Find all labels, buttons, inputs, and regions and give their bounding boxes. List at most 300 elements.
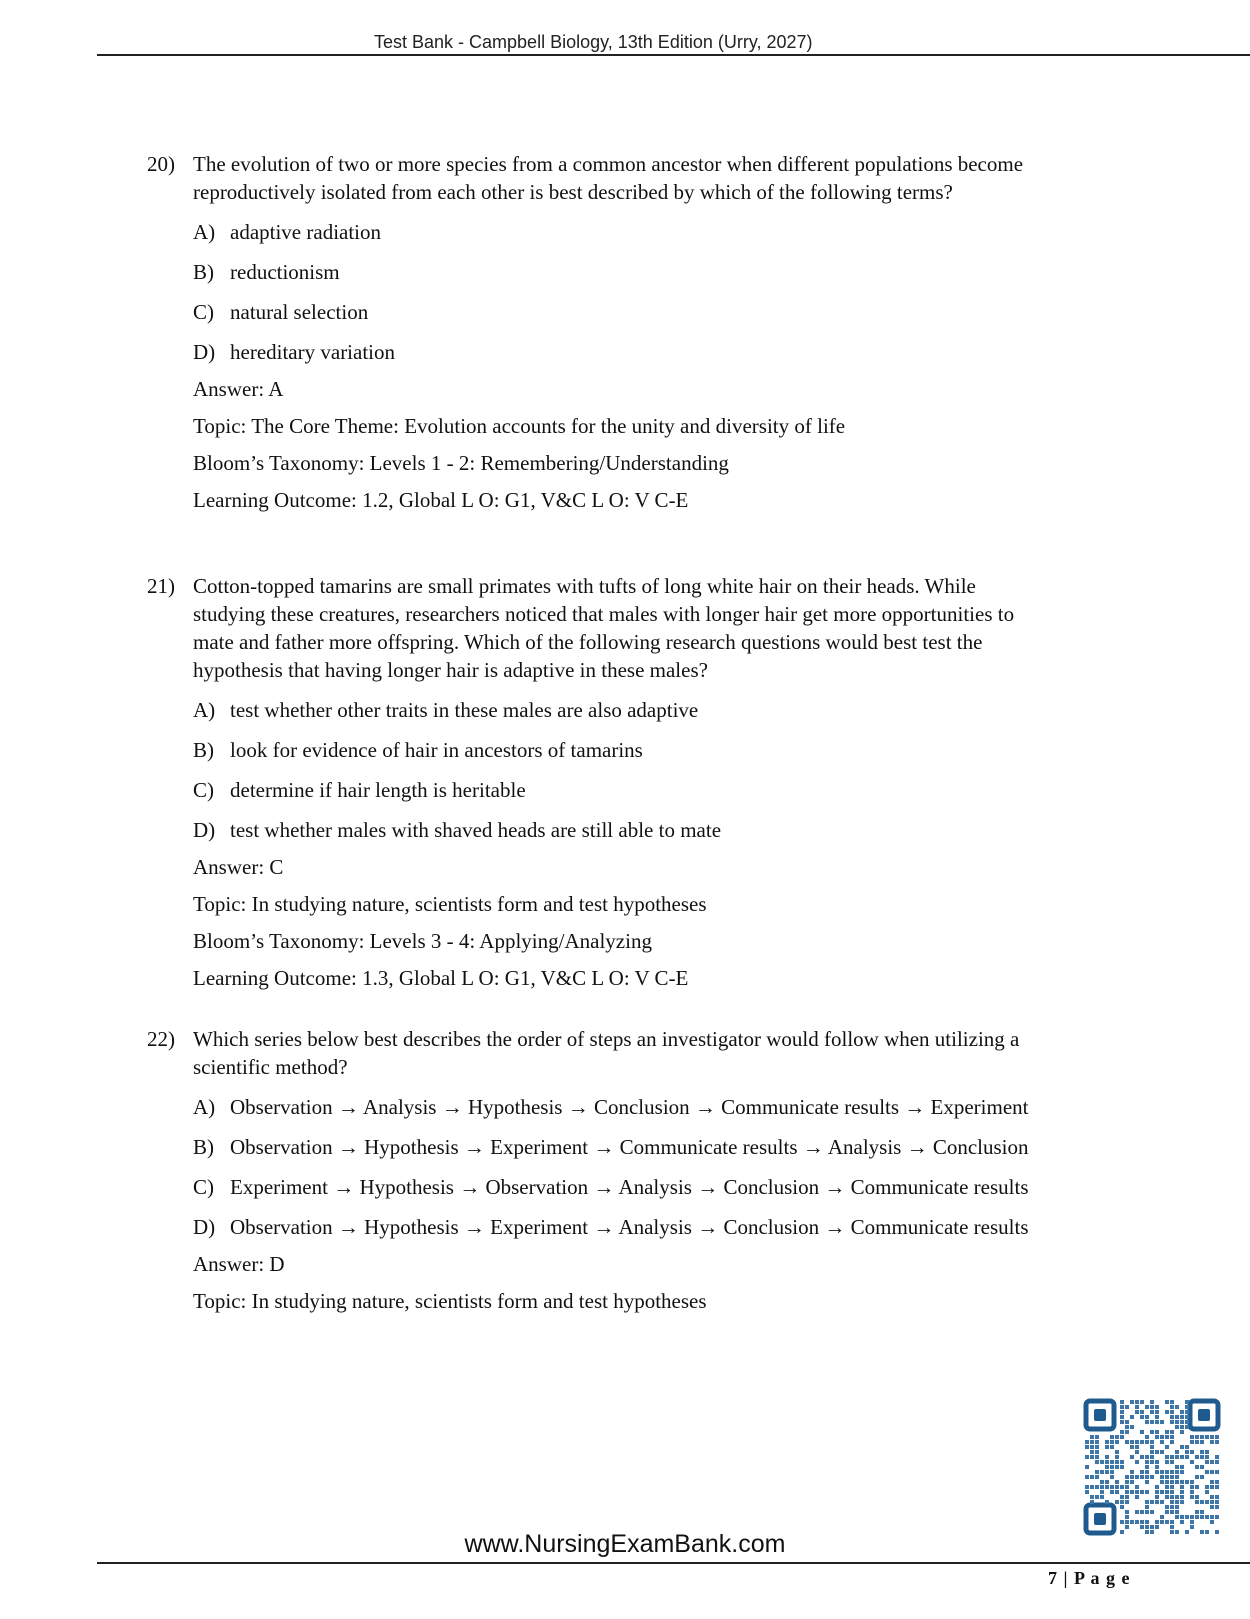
qr-module: [1125, 1520, 1129, 1524]
qr-module: [1195, 1440, 1199, 1444]
qr-module: [1170, 1470, 1174, 1474]
qr-module: [1170, 1440, 1174, 1444]
qr-module: [1110, 1445, 1114, 1449]
qr-module: [1125, 1420, 1129, 1424]
qr-module: [1190, 1515, 1194, 1519]
qr-module: [1125, 1430, 1129, 1434]
qr-module: [1185, 1480, 1189, 1484]
qr-module: [1180, 1455, 1184, 1459]
qr-module: [1130, 1415, 1134, 1419]
qr-module: [1110, 1485, 1114, 1489]
qr-module: [1165, 1495, 1169, 1499]
page-number: 7 | P a g e: [1048, 1568, 1131, 1588]
qr-module: [1175, 1470, 1179, 1474]
qr-module: [1135, 1520, 1139, 1524]
qr-module: [1175, 1505, 1179, 1509]
qr-module: [1165, 1510, 1169, 1514]
qr-module: [1105, 1440, 1109, 1444]
option-c: C) Experiment → Hypothesis → Observation → Analysis → Conclusion → Communicate results: [193, 1175, 1029, 1199]
qr-module: [1180, 1445, 1184, 1449]
qr-module: [1085, 1445, 1089, 1449]
qr-module: [1210, 1500, 1214, 1504]
qr-module: [1205, 1435, 1209, 1439]
qr-module: [1215, 1505, 1219, 1509]
qr-module: [1135, 1490, 1139, 1494]
qr-module: [1170, 1435, 1174, 1439]
qr-module: [1185, 1410, 1189, 1414]
qr-module: [1155, 1520, 1159, 1524]
question-text: Which series below best describes the order of steps an investigator would follow when utilizing a scientific method?: [193, 1027, 1020, 1079]
qr-module: [1200, 1440, 1204, 1444]
qr-module: [1170, 1480, 1174, 1484]
qr-module: [1195, 1435, 1199, 1439]
qr-module: [1185, 1515, 1189, 1519]
qr-module: [1180, 1465, 1184, 1469]
qr-module: [1215, 1485, 1219, 1489]
qr-module: [1155, 1415, 1159, 1419]
qr-module: [1095, 1440, 1099, 1444]
qr-module: [1085, 1490, 1089, 1494]
qr-module: [1155, 1490, 1159, 1494]
qr-module: [1180, 1490, 1184, 1494]
question-meta: [193, 853, 1047, 992]
qr-module: [1155, 1410, 1159, 1414]
qr-module: [1170, 1505, 1174, 1509]
qr-module: [1115, 1465, 1119, 1469]
qr-module: [1215, 1515, 1219, 1519]
qr-module: [1145, 1420, 1149, 1424]
qr-module: [1165, 1505, 1169, 1509]
qr-code-icon: [1083, 1398, 1221, 1536]
qr-module: [1100, 1470, 1104, 1474]
qr-module: [1190, 1485, 1194, 1489]
qr-module: [1105, 1480, 1109, 1484]
qr-module: [1125, 1490, 1129, 1494]
qr-module: [1125, 1525, 1129, 1529]
qr-module: [1210, 1515, 1214, 1519]
qr-module: [1200, 1515, 1204, 1519]
qr-module: [1155, 1450, 1159, 1454]
qr-module: [1195, 1465, 1199, 1469]
qr-module: [1100, 1490, 1104, 1494]
qr-module: [1170, 1500, 1174, 1504]
answer-options: [193, 218, 1047, 366]
qr-module: [1120, 1465, 1124, 1469]
qr-module: [1155, 1460, 1159, 1464]
qr-module: [1145, 1475, 1149, 1479]
qr-module: [1140, 1430, 1144, 1434]
qr-module: [1095, 1475, 1099, 1479]
qr-module: [1165, 1520, 1169, 1524]
qr-module: [1090, 1450, 1094, 1454]
qr-module: [1155, 1420, 1159, 1424]
qr-module: [1180, 1410, 1184, 1414]
qr-module: [1175, 1475, 1179, 1479]
qr-module: [1150, 1460, 1154, 1464]
qr-module: [1145, 1460, 1149, 1464]
qr-module: [1090, 1455, 1094, 1459]
qr-module: [1095, 1485, 1099, 1489]
page-header-title: Test Bank - Campbell Biology, 13th Edition (Urry, 2027): [374, 32, 813, 52]
qr-module: [1165, 1430, 1169, 1434]
qr-module: [1195, 1510, 1199, 1514]
qr-module: [1190, 1480, 1194, 1484]
qr-module: [1125, 1495, 1129, 1499]
question-20: [147, 150, 1047, 514]
qr-module: [1210, 1460, 1214, 1464]
question-meta: [193, 375, 1047, 514]
footer-website: www.NursingExamBank.com: [464, 1530, 786, 1558]
qr-module: [1180, 1415, 1184, 1419]
question-text: Cotton-topped tamarins are small primates with tufts of long white hair on their heads. While studying these creatures, researchers noticed that males with longer hair get more opportunities to mate and father more offspring. Which of the following research questions would best test the hypothesis that having longer hair is adaptive in these males?: [193, 574, 1015, 682]
qr-module: [1195, 1455, 1199, 1459]
qr-module: [1180, 1480, 1184, 1484]
qr-module: [1170, 1420, 1174, 1424]
qr-module: [1160, 1490, 1164, 1494]
qr-module: [1095, 1455, 1099, 1459]
qr-module: [1120, 1495, 1124, 1499]
qr-module: [1145, 1480, 1149, 1484]
qr-module: [1165, 1460, 1169, 1464]
qr-module: [1150, 1525, 1154, 1529]
qr-module: [1190, 1435, 1194, 1439]
qr-module: [1175, 1420, 1179, 1424]
qr-module: [1090, 1435, 1094, 1439]
qr-module: [1210, 1520, 1214, 1524]
qr-module: [1185, 1455, 1189, 1459]
answer-line: Answer: A: [193, 377, 284, 401]
qr-module: [1170, 1495, 1174, 1499]
qr-module: [1090, 1475, 1094, 1479]
qr-module: [1145, 1520, 1149, 1524]
qr-module: [1215, 1455, 1219, 1459]
qr-module: [1195, 1515, 1199, 1519]
qr-module: [1180, 1430, 1184, 1434]
qr-module: [1200, 1510, 1204, 1514]
qr-module: [1195, 1495, 1199, 1499]
qr-module: [1165, 1470, 1169, 1474]
qr-module: [1155, 1525, 1159, 1529]
qr-module: [1150, 1410, 1154, 1414]
qr-module: [1150, 1450, 1154, 1454]
qr-module: [1110, 1460, 1114, 1464]
qr-module: [1135, 1450, 1139, 1454]
qr-module: [1175, 1500, 1179, 1504]
qr-module: [1090, 1500, 1094, 1504]
qr-module: [1175, 1405, 1179, 1409]
question-number: 22): [147, 1027, 175, 1051]
qr-module: [1095, 1470, 1099, 1474]
qr-module: [1105, 1445, 1109, 1449]
qr-module: [1155, 1500, 1159, 1504]
qr-module: [1170, 1400, 1174, 1404]
qr-module: [1100, 1495, 1104, 1499]
qr-module: [1115, 1490, 1119, 1494]
qr-module: [1215, 1495, 1219, 1499]
qr-module: [1175, 1450, 1179, 1454]
qr-module: [1145, 1440, 1149, 1444]
qr-module: [1145, 1505, 1149, 1509]
qr-module: [1170, 1410, 1174, 1414]
qr-module: [1185, 1420, 1189, 1424]
qr-module: [1110, 1435, 1114, 1439]
question-number: 21): [147, 574, 175, 598]
qr-module: [1110, 1470, 1114, 1474]
qr-module: [1125, 1475, 1129, 1479]
qr-module: [1185, 1415, 1189, 1419]
qr-module: [1170, 1525, 1174, 1529]
qr-module: [1165, 1455, 1169, 1459]
qr-module: [1130, 1520, 1134, 1524]
option-a: A) adaptive radiation: [193, 220, 382, 244]
qr-module: [1125, 1515, 1129, 1519]
qr-module: [1130, 1455, 1134, 1459]
qr-module: [1150, 1475, 1154, 1479]
qr-module: [1150, 1445, 1154, 1449]
qr-module: [1120, 1430, 1124, 1434]
qr-module: [1210, 1495, 1214, 1499]
footer-divider: [97, 1562, 1250, 1564]
qr-module: [1150, 1420, 1154, 1424]
qr-module: [1170, 1460, 1174, 1464]
qr-module: [1105, 1465, 1109, 1469]
qr-module: [1200, 1465, 1204, 1469]
qr-module: [1205, 1450, 1209, 1454]
qr-module: [1115, 1450, 1119, 1454]
qr-module: [1120, 1520, 1124, 1524]
qr-module: [1170, 1490, 1174, 1494]
option-b: B) Observation → Hypothesis → Experiment → Communicate results → Analysis → Conclusion: [193, 1135, 1029, 1159]
qr-module: [1180, 1500, 1184, 1504]
qr-module: [1125, 1500, 1129, 1504]
question-22: [147, 1025, 1047, 1315]
qr-module: [1140, 1415, 1144, 1419]
qr-module: [1160, 1520, 1164, 1524]
qr-module: [1205, 1515, 1209, 1519]
qr-module: [1130, 1440, 1134, 1444]
qr-module: [1190, 1440, 1194, 1444]
qr-module: [1140, 1520, 1144, 1524]
qr-module: [1175, 1510, 1179, 1514]
qr-module: [1175, 1455, 1179, 1459]
qr-module: [1135, 1495, 1139, 1499]
qr-module: [1160, 1500, 1164, 1504]
qr-module: [1185, 1450, 1189, 1454]
qr-module: [1200, 1435, 1204, 1439]
qr-module: [1145, 1405, 1149, 1409]
blooms-line: Bloom’s Taxonomy: Levels 1 - 2: Remembering/Understanding: [193, 451, 729, 475]
qr-module: [1100, 1460, 1104, 1464]
qr-module: [1180, 1520, 1184, 1524]
qr-module: [1170, 1430, 1174, 1434]
qr-module: [1090, 1440, 1094, 1444]
qr-module: [1165, 1445, 1169, 1449]
qr-module: [1145, 1465, 1149, 1469]
qr-module: [1150, 1405, 1154, 1409]
qr-module: [1120, 1485, 1124, 1489]
qr-module: [1145, 1490, 1149, 1494]
qr-module: [1085, 1475, 1089, 1479]
qr-module: [1130, 1445, 1134, 1449]
qr-module: [1175, 1425, 1179, 1429]
qr-module: [1120, 1505, 1124, 1509]
qr-module: [1190, 1450, 1194, 1454]
qr-module: [1215, 1440, 1219, 1444]
qr-module: [1210, 1435, 1214, 1439]
qr-module: [1085, 1455, 1089, 1459]
qr-module: [1195, 1500, 1199, 1504]
qr-module: [1150, 1430, 1154, 1434]
qr-module: [1210, 1505, 1214, 1509]
qr-module: [1110, 1490, 1114, 1494]
qr-module: [1130, 1480, 1134, 1484]
qr-module: [1130, 1425, 1134, 1429]
qr-module: [1155, 1495, 1159, 1499]
qr-module: [1135, 1405, 1139, 1409]
qr-module: [1180, 1515, 1184, 1519]
qr-module: [1085, 1485, 1089, 1489]
qr-module: [1210, 1440, 1214, 1444]
qr-module: [1185, 1445, 1189, 1449]
qr-module: [1090, 1495, 1094, 1499]
qr-module: [1095, 1445, 1099, 1449]
qr-module: [1165, 1410, 1169, 1414]
qr-module: [1185, 1405, 1189, 1409]
qr-module: [1190, 1520, 1194, 1524]
qr-module: [1175, 1495, 1179, 1499]
question-21: [147, 572, 1047, 992]
qr-module: [1165, 1435, 1169, 1439]
qr-module: [1105, 1455, 1109, 1459]
qr-module: [1200, 1450, 1204, 1454]
qr-module: [1215, 1500, 1219, 1504]
qr-module: [1170, 1415, 1174, 1419]
qr-module: [1205, 1485, 1209, 1489]
qr-module: [1205, 1455, 1209, 1459]
qr-module: [1100, 1485, 1104, 1489]
qr-module: [1120, 1435, 1124, 1439]
topic-line: Topic: In studying nature, scientists form and test hypotheses: [193, 892, 707, 916]
qr-module: [1190, 1490, 1194, 1494]
qr-module: [1145, 1525, 1149, 1529]
qr-module: [1095, 1460, 1099, 1464]
qr-module: [1160, 1470, 1164, 1474]
qr-module: [1190, 1525, 1194, 1529]
qr-module: [1175, 1480, 1179, 1484]
qr-module: [1195, 1485, 1199, 1489]
qr-module: [1095, 1435, 1099, 1439]
qr-module: [1120, 1410, 1124, 1414]
qr-module: [1140, 1475, 1144, 1479]
answer-line: Answer: C: [193, 855, 284, 879]
qr-module: [1200, 1475, 1204, 1479]
qr-module: [1105, 1500, 1109, 1504]
qr-module: [1180, 1420, 1184, 1424]
qr-module: [1140, 1455, 1144, 1459]
qr-module: [1115, 1435, 1119, 1439]
blooms-line: Bloom’s Taxonomy: Levels 3 - 4: Applying/Analyzing: [193, 929, 652, 953]
qr-module: [1120, 1400, 1124, 1404]
qr-module: [1175, 1465, 1179, 1469]
qr-module: [1095, 1495, 1099, 1499]
qr-module: [1150, 1400, 1154, 1404]
option-b: B) look for evidence of hair in ancestors of tamarins: [193, 738, 643, 762]
qr-module: [1105, 1460, 1109, 1464]
qr-module: [1200, 1455, 1204, 1459]
qr-module: [1090, 1485, 1094, 1489]
qr-module: [1145, 1510, 1149, 1514]
qr-module: [1155, 1435, 1159, 1439]
qr-module: [1115, 1440, 1119, 1444]
answer-line: Answer: D: [193, 1252, 285, 1276]
qr-module: [1215, 1480, 1219, 1484]
option-d: D) Observation → Hypothesis → Experiment → Analysis → Conclusion → Communicate results: [193, 1215, 1029, 1239]
qr-module: [1110, 1440, 1114, 1444]
option-b: B) reductionism: [193, 260, 340, 284]
qr-module: [1140, 1490, 1144, 1494]
qr-module: [1145, 1435, 1149, 1439]
qr-module: [1175, 1415, 1179, 1419]
qr-module: [1165, 1400, 1169, 1404]
qr-module: [1155, 1405, 1159, 1409]
option-c: C) determine if hair length is heritable: [193, 778, 526, 802]
qr-module: [1170, 1520, 1174, 1524]
qr-module: [1180, 1495, 1184, 1499]
qr-module: [1185, 1400, 1189, 1404]
qr-module: [1150, 1440, 1154, 1444]
qr-module: [1180, 1470, 1184, 1474]
qr-module: [1125, 1425, 1129, 1429]
qr-module: [1210, 1480, 1214, 1484]
qr-module: [1120, 1415, 1124, 1419]
qr-module: [1160, 1440, 1164, 1444]
answer-options: [193, 696, 1047, 844]
qr-module: [1115, 1455, 1119, 1459]
topic-line: Topic: In studying nature, scientists form and test hypotheses: [193, 1289, 707, 1313]
qr-module: [1200, 1500, 1204, 1504]
question-number: 20): [147, 152, 175, 176]
qr-module: [1160, 1480, 1164, 1484]
qr-module: [1160, 1475, 1164, 1479]
qr-module: [1115, 1485, 1119, 1489]
qr-module: [1155, 1485, 1159, 1489]
qr-module: [1185, 1425, 1189, 1429]
qr-module: [1130, 1475, 1134, 1479]
question-text: The evolution of two or more species from a common ancestor when different populations become reproductively isolated from each other is best described by which of the following terms?: [193, 152, 1024, 204]
qr-module: [1130, 1490, 1134, 1494]
qr-module: [1215, 1470, 1219, 1474]
qr-module: [1205, 1460, 1209, 1464]
qr-module: [1170, 1455, 1174, 1459]
qr-module: [1135, 1445, 1139, 1449]
qr-module: [1105, 1470, 1109, 1474]
qr-module: [1140, 1400, 1144, 1404]
qr-module: [1180, 1485, 1184, 1489]
qr-module: [1160, 1515, 1164, 1519]
qr-module: [1160, 1435, 1164, 1439]
qr-module: [1125, 1485, 1129, 1489]
qr-module: [1155, 1470, 1159, 1474]
outcome-line: Learning Outcome: 1.3, Global L O: G1, V&C L O: V C-E: [193, 966, 689, 990]
qr-module: [1165, 1485, 1169, 1489]
qr-module: [1215, 1460, 1219, 1464]
qr-module: [1190, 1460, 1194, 1464]
qr-module: [1125, 1440, 1129, 1444]
qr-module: [1105, 1485, 1109, 1489]
option-d: D) test whether males with shaved heads are still able to mate: [193, 818, 722, 842]
qr-module: [1110, 1475, 1114, 1479]
qr-module: [1180, 1425, 1184, 1429]
